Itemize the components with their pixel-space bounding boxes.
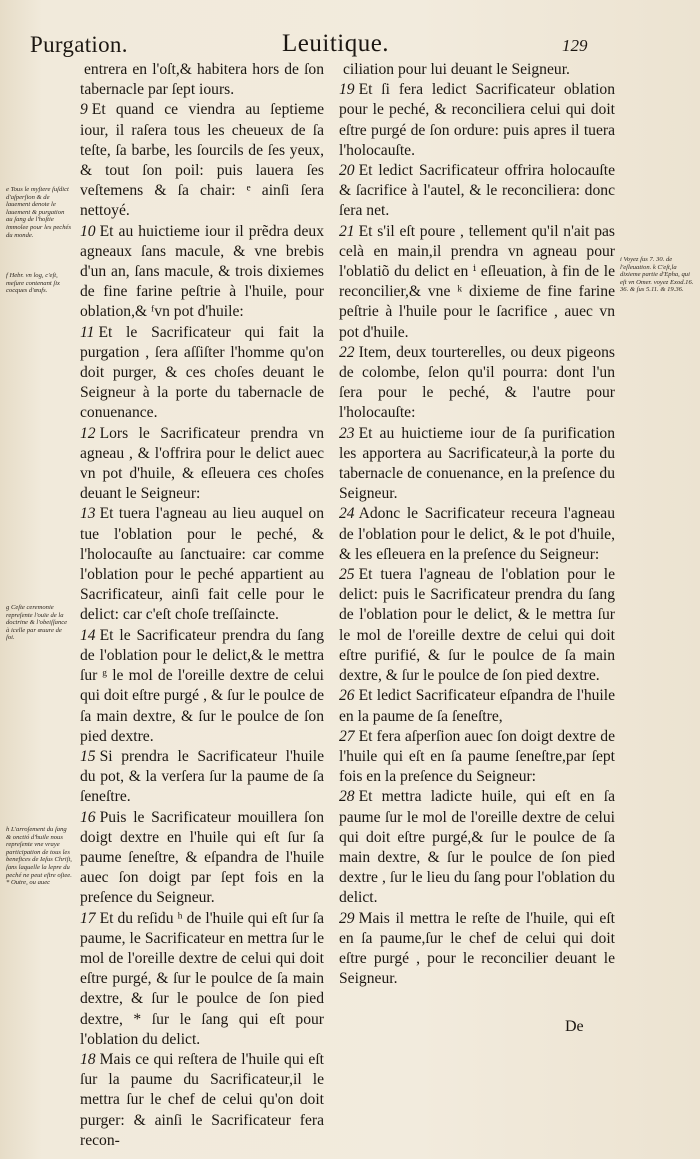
verse-paragraph: 29 Mais il mettra le reſte de l'huile, qui eſt en ſa paume,ſur le chef de celui qui doit eſtre purgé , pour le reconcilier deuant le Seigneur. xyxy=(339,909,615,988)
verse-number: 15 xyxy=(80,747,96,765)
verse-paragraph: 12 Lors le Sacrificateur prendra vn agneau , & l'offrira pour le delict auec vn pot d'huile, & eſleuera ces choſes deuant le Seigneur: xyxy=(80,424,324,503)
verse-paragraph: 20 Et ledict Sacrificateur offrira holocauſte & ſacrifice à l'autel, & le reconciliera: donc ſera net. xyxy=(339,162,615,220)
verse-number: 11 xyxy=(80,323,95,341)
verse-paragraph: 17 Et du reſidu ʰ de l'huile qui eſt ſur ſa paume, le Sacrificateur en mettra ſur le mol de l'oreille dextre de celui qui doit eſtre purgé, & ſur le poulce de ſa main dextre, & ſur le poulce de ſon pied dextre, * ſur le ſang qui eſt pour l'oblation du delict. xyxy=(80,909,324,1048)
verse-paragraph: ciliation pour lui deuant le Seigneur. xyxy=(343,61,570,78)
catchword: De xyxy=(565,1018,584,1035)
verse-number: 14 xyxy=(80,626,96,644)
verse-number: 29 xyxy=(339,909,355,927)
verse-paragraph: 24 Adonc le Sacrificateur receura l'agneau de l'oblation pour le delict, & le pot d'huile, & les eſleuera en la preſence du Seigneur: xyxy=(339,505,615,563)
verse-number: 18 xyxy=(80,1050,96,1068)
verse-number: 20 xyxy=(339,162,355,180)
verse-number: 19 xyxy=(339,81,355,99)
verse-number: 24 xyxy=(339,505,355,523)
verse-paragraph: 28 Et mettra ladicte huile, qui eſt en ſa paume ſur le mol de l'oreille dextre de celui qui doit eſtre purgé,& ſur le poulce de ſa main dextre, & ſur le poulce de ſon pied dextre , ſur le lieu du ſang pour l'oblation du delict. xyxy=(339,788,615,907)
header-book-title: Leuitique. xyxy=(282,30,390,57)
verse-paragraph: 25 Et tuera l'agneau de l'oblation pour le delict: puis le Sacrificateur prendra du ſang de l'oblation pour le delict, & le mettra ſur le mol de l'oreille dextre de celui qui doit eſtre purifié, & ſur le poulce de ſa main dextre, & ſur le poulce de ſon pied dextre. xyxy=(339,566,615,685)
verse-paragraph: 21 Et s'il eſt poure , tellement qu'il n'ait pas celà en main,il prendra vn agneau pour l'oblatiõ du delict en ⁱ eſleuation, à fin de le reconcilier,& vne ᵏ dixieme de fine farine peſtrie à l'huile pour le ſacrifice , auec vn pot d'huile. xyxy=(339,222,615,341)
header-section-title: Purgation. xyxy=(30,32,128,57)
verse-paragraph: 11 Et le Sacrificateur qui fait la purgation , ſera aſſiſter l'homme qu'on doit purger, & ces choſes deuant le Seigneur à la porte du tabernacle de conuenance. xyxy=(80,323,324,422)
verse-number: 26 xyxy=(339,687,355,705)
margin-note-h: h L'arroſement du ſang & onctió d'huile nous repreſente vne vraye participation de tous les benefices de Ieſus Chriſt, ſans laquelle la lepre du peché ne peut eſtre oſtee. * Outre, ou auec xyxy=(6,826,72,887)
verse-number: 28 xyxy=(339,788,355,806)
margin-note-i-k: i Voyez ſus 7. 30. de l'eſleuation. k C'eſt,la dixieme partie d'Epha, qui eſt vn Omer. voyez Exod.16. 36. & ſus 5.11. & 19.36. xyxy=(620,256,694,294)
verse-number: 17 xyxy=(80,909,96,927)
verse-number: 21 xyxy=(339,222,355,240)
verse-paragraph: entrera en l'oſt,& habitera hors de ſon tabernacle par ſept iours. xyxy=(80,61,324,99)
verse-number: 16 xyxy=(80,808,96,826)
verse-number: 13 xyxy=(80,505,96,523)
verse-number: 27 xyxy=(339,727,355,745)
right-text-column xyxy=(339,60,615,989)
verse-paragraph: 10 Et au huictieme iour il prẽdra deux agneaux ſans macule, & vne brebis d'un an, ſans macule, & trois dixiemes de fine farine peſtrie à l'huile, pour oblation,& ᶠvn pot d'huile: xyxy=(80,222,324,321)
verse-paragraph: 27 Et fera aſperſion auec ſon doigt dextre de l'huile qui eſt en ſa paume ſeneſtre,par ſept fois en la preſence du Seigneur: xyxy=(339,727,615,786)
verse-number: 9 xyxy=(80,101,88,119)
verse-paragraph: 22 Item, deux tourterelles, ou deux pigeons de colombe, ſelon qu'il pourra: dont l'un ſera pour le peché, & l'autre pour l'holocauſte: xyxy=(339,343,615,422)
verse-paragraph: 18 Mais ce qui reſtera de l'huile qui eſt ſur la paume du Sacrificateur,il le mettra ſur le chef de celui qu'on doit purger: & ainſi le Sacrificateur fera recon- xyxy=(80,1050,324,1149)
verse-paragraph: 16 Puis le Sacrificateur mouillera ſon doigt dextre en l'huile qui eſt ſur ſa paume ſeneſtre, & eſpandra de l'huile auec ſon doigt par ſept fois en la preſence du Seigneur. xyxy=(80,808,324,907)
verse-number: 12 xyxy=(80,424,96,442)
verse-number: 25 xyxy=(339,566,355,584)
verse-paragraph: 14 Et le Sacrificateur prendra du ſang de l'oblation pour le delict,& le mettra ſur ᵍ le mol de l'oreille dextre de celui qui doit eſtre purgé , & ſur le poulce de ſa main dextre, & ſur le poulce de ſon pied dextre. xyxy=(80,626,324,745)
verse-number: 10 xyxy=(80,222,96,240)
verse-paragraph: 26 Et ledict Sacrificateur eſpandra de l'huile en la paume de ſa ſeneſtre, xyxy=(339,687,615,725)
verse-paragraph: 19 Et ſi fera ledict Sacrificateur oblation pour le peché, & reconciliera celui qui doit eſtre purgé de ſon ordure: puis apres il tuera l'holocauſte. xyxy=(339,81,615,159)
verse-paragraph: 13 Et tuera l'agneau au lieu auquel on tue l'oblation pour le peché, & l'holocauſte au ſanctuaire: car comme l'oblation pour le peché appartient au Sacrificateur, ainſi fait celle pour le delict: car c'eſt choſe treſſaincte. xyxy=(80,505,324,624)
verse-paragraph: 9 Et quand ce viendra au ſeptieme iour, il raſera tous les cheueux de ſa teſte, ſa barbe, les ſourcils de ſes yeux, & tout ſon poil: puis lauera ſes veſtemens & ſa chair: ᵉ ainſi ſera nettoyé. xyxy=(80,101,324,220)
margin-note-e: e Tous le myſtere ſuſdict d'aſperſion & de lauement denote le lauement & purgation au ſang de l'hoſtie immolee pour les pechés du monde. xyxy=(6,186,72,239)
verse-paragraph: 23 Et au huictieme iour de ſa purification les apportera au Sacrificateur,à la porte du tabernacle de conuenance, en la preſence du Seigneur. xyxy=(339,424,615,503)
verse-paragraph: 15 Si prendra le Sacrificateur l'huile du pot, & la verſera ſur la paume de ſa ſeneſtre. xyxy=(80,747,324,806)
verse-number: 22 xyxy=(339,343,355,361)
page-number: 129 xyxy=(562,36,588,55)
left-text-column xyxy=(80,60,324,1151)
verse-number: 23 xyxy=(339,424,355,442)
running-header xyxy=(0,28,700,62)
margin-note-f: f Hebr. vn log, c'eſt, meſure contenant ſix cocques d'œufs. xyxy=(6,272,60,295)
margin-note-g: g Ceſte ceremonie repreſente l'ouïe de la doctrine & l'obeiſſance à icelle par œuure de ſoi. xyxy=(6,604,68,642)
